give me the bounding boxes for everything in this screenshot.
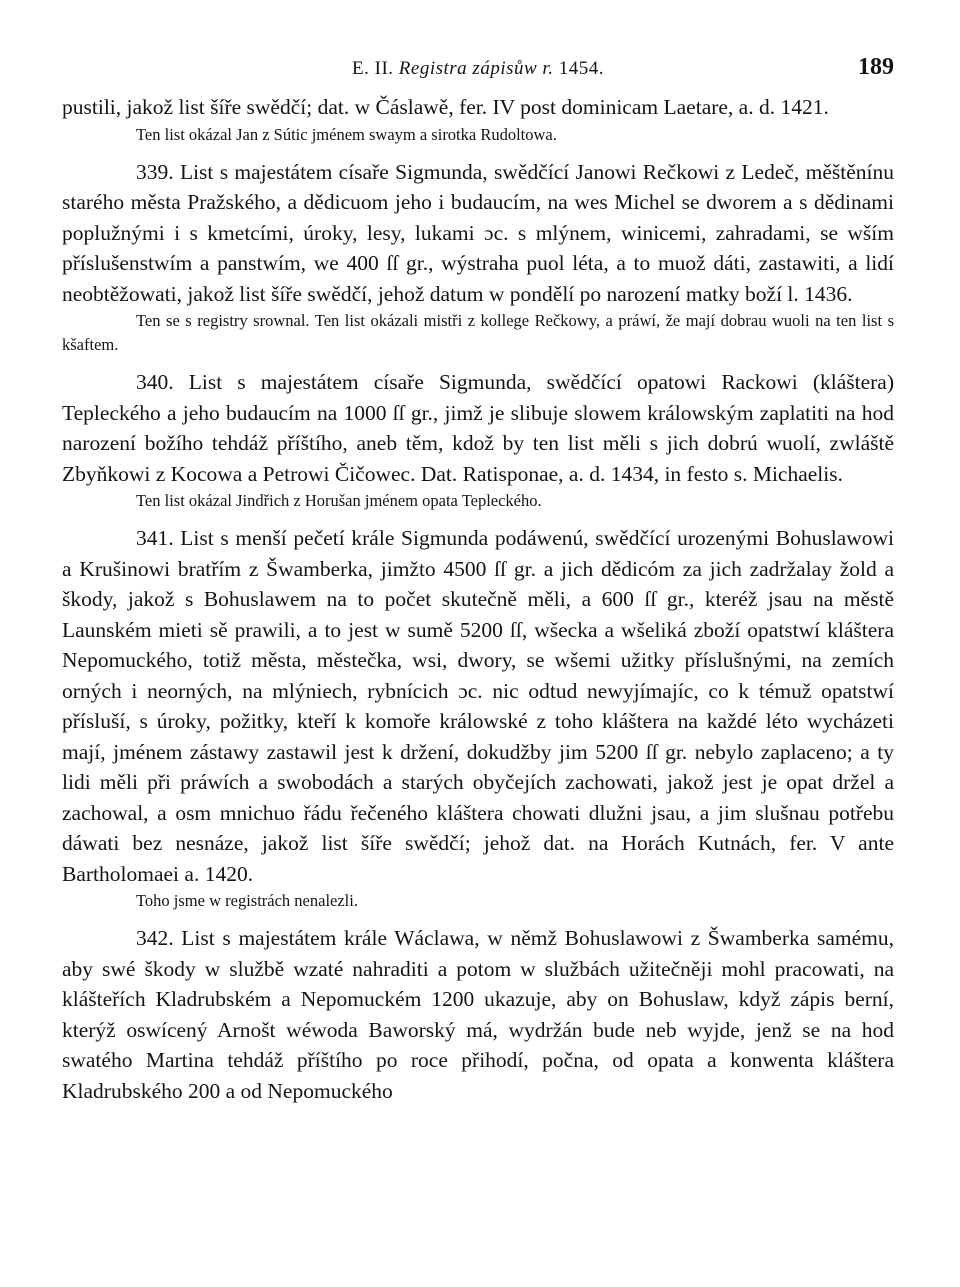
paragraph-text: pustili, jakož list šíře swědčí; dat. w Čáslawě, fer. IV post dominicam Laetare, a. d. 1421. bbox=[62, 95, 829, 119]
entry-text: List s menší pečetí krále Sigmunda podáwenú, swědčící urozenými Bohuslawowi a Krušinowi bratřím z Šwamberka, jimžto 4500 ſſ gr. a jich dědicóm za jich zadržalay žold a škody, jakož s Bohuslawem na to počet skutečně měli, a 600 ſſ gr., kteréž jsau na městě Launském mieti sě prawili, a to jest w sumě 5200 ſſ, wšecka a wšeliká zboží opatstwí kláštera Nepomuckého, totiž města, městečka, wsi, dwory, se wšemi užitky příslušnými, na zemích orných i neorných, na mlýniech, rybnícich ɔc. nic odtud newyjímajíc, co k témuž opatstwí přísluší, s úroky, požitky, kteří k komoře králowské z toho kláštera na každé léto wycházeti mají, jménem zástawy zastawil jest k držení, dokudžby jim 5200 ſſ gr. nebylo zaplaceno; a ty lidi měli při práwích a swobodách a starých obyčejích zachowati, jakož jest je opat držel a zachowal, a osm mnichuo řádu řečeného kláštera chowati dlužni jsau, a jim slušnau potřebu dáwati bez nesnáze, jakož list šíře swědčí; jehož dat. na Horách Kutnách, fer. V ante Bartholomaei a. 1420. bbox=[62, 526, 894, 886]
note-text: Ten list okázal Jindřich z Horušan jménem opata Tepleckého. bbox=[136, 491, 542, 510]
continuation-paragraph bbox=[62, 92, 894, 123]
entry-number: 339. bbox=[136, 159, 174, 184]
entry-text: List s majestátem krále Wáclawa, w němž Bohuslawowi z Šwamberka samému, aby swé škody w službě wzaté nahraditi a potom w službách užitečněji mohl pracowati, na klášteřích Kladrubském a Nepomuckém 1200 ukazuje, aby on Bohuslaw, když zápis berní, kterýž oswícený Arnošt wéwoda Baworský má, wydržán bude neb wyjde, jenž se na hod swatého Martina tehdáž příštího po roce přihodí, počna, od opata a konwenta kláštera Kladrubského 200 a od Nepomuckého bbox=[62, 926, 894, 1103]
entry-text: List s majestátem císaře Sigmunda, swědčící Janowi Rečkowi z Ledeč, měštěnínu starého města Pražského, a dědicuom jeho i budaucím, na wes Michel se dworem a s dědinami poplužnými i s kmetcími, úroky, lesy, lukami ɔc. s mlýnem, winicemi, zahradami, se wším příslušenstwím a panstwím, we 400 ſſ gr., wýstraha puol léta, a to muož dáti, zastawiti, a lidí neobtěžowati, jakož list šíře swědčí, jehož datum w pondělí po narození matky boží l. 1436. bbox=[62, 159, 894, 306]
editorial-note bbox=[62, 309, 894, 357]
editorial-note bbox=[62, 123, 894, 147]
register-title: Registra zápisůw r. bbox=[398, 58, 554, 79]
entry-341 bbox=[62, 523, 894, 889]
section-label: E. II. bbox=[352, 58, 394, 79]
note-text: Ten list okázal Jan z Sútic jménem swaym a sirotka Rudoltowa. bbox=[136, 124, 557, 144]
book-page bbox=[62, 52, 894, 1106]
entry-number: 340. bbox=[136, 370, 174, 394]
entry-342 bbox=[62, 923, 894, 1106]
entry-340 bbox=[62, 367, 894, 489]
note-text: Ten se s registry srownal. Ten list okázali mistři z kollege Rečkowy, a práwí, že mají dobrau wuoli na ten list s kšaftem. bbox=[62, 311, 894, 354]
editorial-note bbox=[62, 889, 894, 913]
running-title bbox=[62, 58, 894, 80]
editorial-note bbox=[62, 489, 894, 513]
running-header bbox=[62, 52, 894, 92]
register-year: 1454. bbox=[558, 58, 604, 79]
page-number: 189 bbox=[858, 54, 894, 80]
entry-number: 341. bbox=[136, 526, 174, 550]
entry-number: 342. bbox=[136, 926, 174, 950]
note-text: Toho jsme w registrách nenalezli. bbox=[136, 891, 358, 910]
entry-339 bbox=[62, 157, 894, 310]
entry-text: List s majestátem císaře Sigmunda, swědčící opatowi Rackowi (kláštera) Tepleckého a jeho budaucím na 1000 ſſ gr., jimž je slibuje slowem králowským zaplatiti na hod narození božího tehdáž příštího, aneb těm, kdož by ten list měli s jich dobrú wuolí, zwláště Zbyňkowi z Kocowa a Petrowi Čičowec. Dat. Ratisponae, a. d. 1434, in festo s. Michaelis. bbox=[62, 370, 895, 486]
